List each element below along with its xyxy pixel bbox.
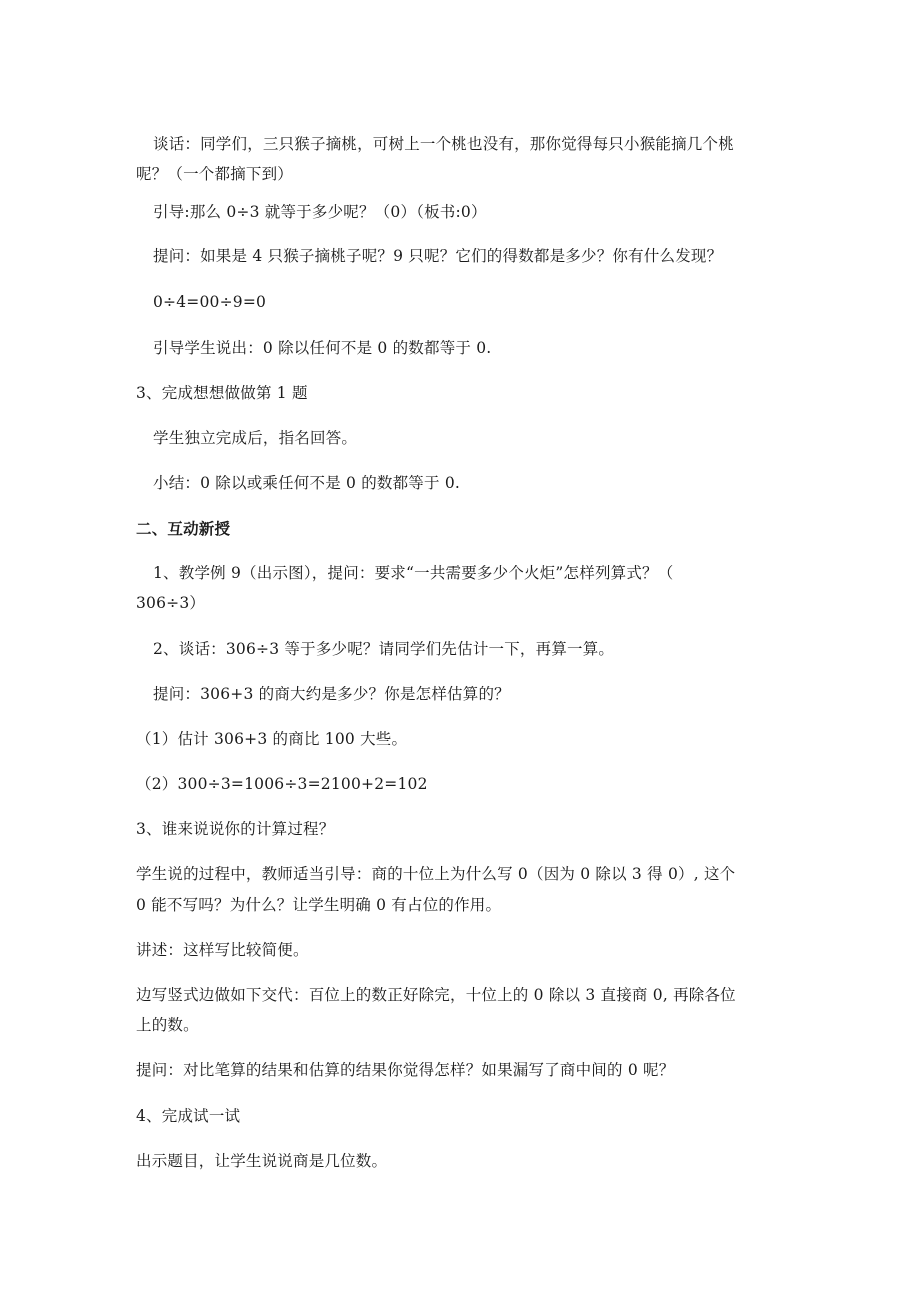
paragraph-question-more-monkeys: 提问：如果是 4 只猴子摘桃子呢？9 只呢？它们的得数都是多少？你有什么发现？ [153, 247, 723, 265]
paragraph-talk-monkeys: 谈话：同学们，三只猴子摘桃，可树上一个桃也没有，那你觉得每只小猴能摘几个桃 [153, 135, 734, 153]
paragraph-who-explains: 3、谁来说说你的计算过程？ [136, 820, 335, 838]
paragraph-equations: 0÷4=00÷9=0 [153, 293, 267, 311]
paragraph-exercise-3: 3、完成想想做做第 1 题 [136, 384, 308, 402]
paragraph-estimate-1: （1）估计 306+3 的商比 100 大些。 [136, 730, 408, 748]
paragraph-independent-work: 学生独立完成后，指名回答。 [153, 429, 358, 447]
paragraph-guide-rule: 引导学生说出：0 除以任何不是 0 的数都等于 0. [153, 339, 492, 357]
paragraph-try-it: 4、完成试一试 [136, 1107, 241, 1125]
paragraph-narration: 讲述：这样写比较简便。 [136, 941, 309, 959]
paragraph-teacher-guide-cont: 0 能不写吗？为什么？让学生明确 0 有占位的作用。 [136, 896, 502, 914]
section-heading-interactive: 二、互动新授 [136, 520, 231, 538]
paragraph-question-compare: 提问：对比笔算的结果和估算的结果你觉得怎样？如果漏写了商中间的 0 呢？ [136, 1061, 675, 1079]
paragraph-guide-zero-div-three: 引导:那么 0÷3 就等于多少呢？（0）（板书:0） [153, 203, 487, 221]
paragraph-show-problem: 出示题目，让学生说说商是几位数。 [136, 1152, 388, 1170]
paragraph-example-9: 1、教学例 9（出示图），提问：要求“一共需要多少个火炬”怎样列算式？（ [153, 564, 674, 582]
paragraph-talk-monkeys-cont: 呢？（一个都摘下到） [136, 165, 294, 183]
paragraph-example-9-cont: 306÷3） [136, 594, 206, 612]
paragraph-question-estimate: 提问：306+3 的商大约是多少？你是怎样估算的？ [153, 685, 510, 703]
paragraph-vertical-form: 边写竖式边做如下交代：百位上的数正好除完，十位上的 0 除以 3 直接商 0, 再除各位 [136, 986, 736, 1004]
paragraph-teacher-guide: 学生说的过程中，教师适当引导：商的十位上为什么写 0（因为 0 除以 3 得 0）, 这个 [136, 865, 736, 883]
paragraph-talk-306: 2、谈话：306÷3 等于多少呢？请同学们先估计一下，再算一算。 [153, 640, 615, 658]
paragraph-vertical-form-cont: 上的数。 [136, 1016, 199, 1034]
paragraph-estimate-2: （2）300÷3=1006÷3=2100+2=102 [136, 775, 428, 793]
paragraph-summary: 小结：0 除以或乘任何不是 0 的数都等于 0. [153, 474, 461, 492]
